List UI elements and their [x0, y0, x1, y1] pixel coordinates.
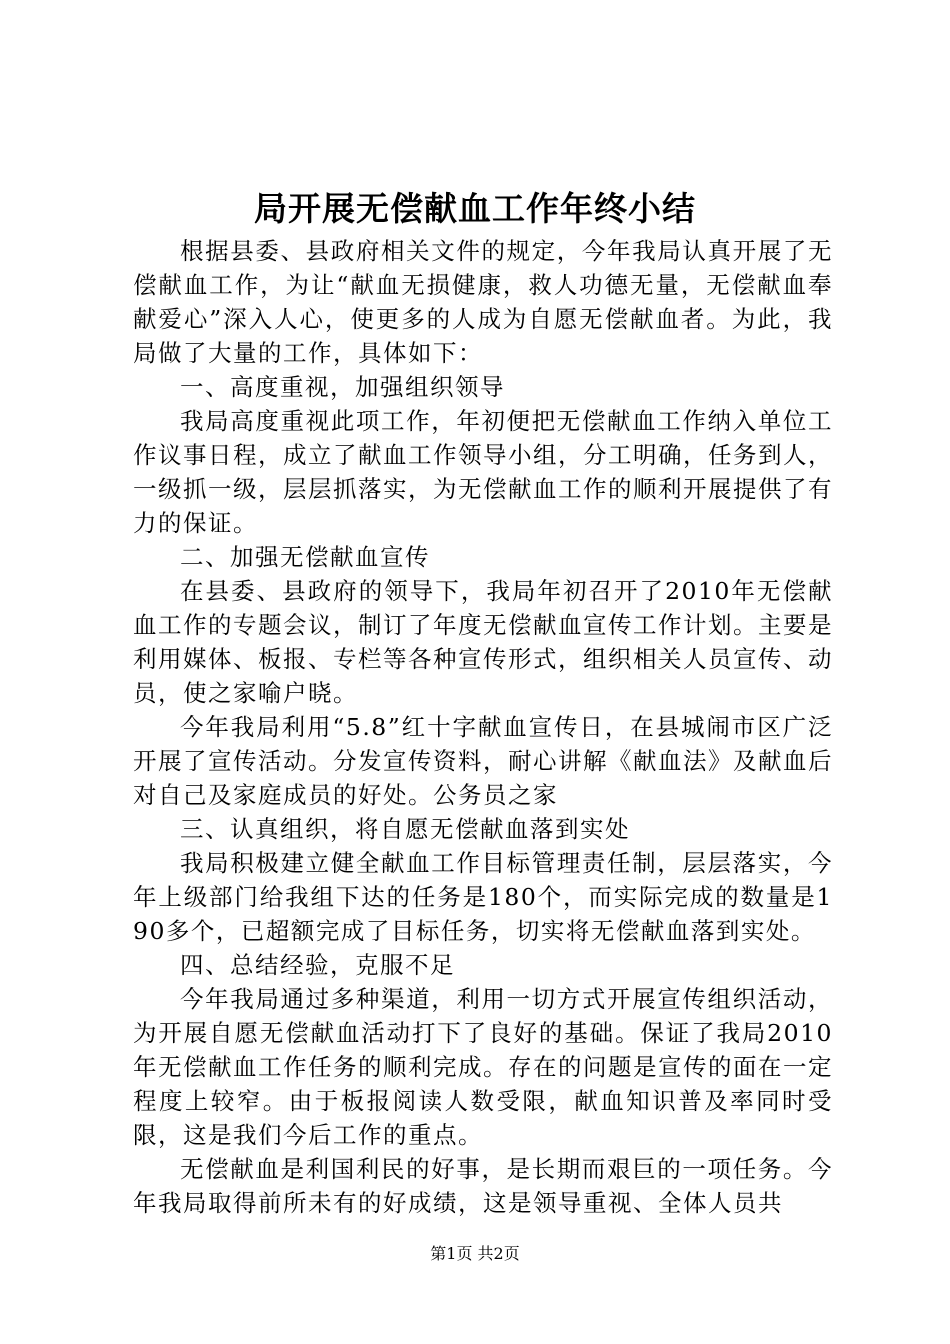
paragraph: 在县委、县政府的领导下，我局年初召开了2010年无偿献血工作的专题会议，制订了年度无偿献血宣传工作计划。主要是利用媒体、板报、专栏等各种宣传形式，组织相关人员宣传、动员，使之家喻户晓。 [133, 577, 833, 707]
paragraph: 根据县委、县政府相关文件的规定，今年我局认真开展了无偿献血工作，为让“献血无损健康，救人功德无量，无偿献血奉献爱心”深入人心，使更多的人成为自愿无偿献血者。为此，我局做了大量的工作，具体如下： [133, 237, 833, 367]
document-body [133, 234, 833, 1220]
paragraph: 无偿献血是利国利民的好事，是长期而艰巨的一项任务。今年我局取得前所未有的好成绩，这是领导重视、全体人员共 [133, 1155, 833, 1217]
paragraph: 今年我局通过多种渠道，利用一切方式开展宣传组织活动，为开展自愿无偿献血活动打下了良好的基础。保证了我局2010年无偿献血工作任务的顺利完成。存在的问题是宣传的面在一定程度上较窄。由于板报阅读人数受限，献血知识普及率同时受限，这是我们今后工作的重点。 [133, 985, 833, 1149]
section-heading: 一、高度重视，加强组织领导 [180, 373, 505, 401]
section-heading: 四、总结经验，克服不足 [180, 951, 455, 979]
section-heading: 二、加强无偿献血宣传 [180, 543, 430, 571]
paragraph: 今年我局利用“5.8”红十字献血宣传日，在县城闹市区广泛开展了宣传活动。分发宣传资料，耐心讲解《献血法》及献血后对自己及家庭成员的好处。公务员之家 [133, 713, 833, 809]
page-footer: 第1页 共2页 [430, 1244, 520, 1263]
paragraph: 我局积极建立健全献血工作目标管理责任制，层层落实，今年上级部门给我组下达的任务是180个，而实际完成的数量是190多个，已超额完成了目标任务，切实将无偿献血落到实处。 [133, 849, 833, 945]
paragraph: 我局高度重视此项工作，年初便把无偿献血工作纳入单位工作议事日程，成立了献血工作领导小组，分工明确，任务到人，一级抓一级，层层抓落实，为无偿献血工作的顺利开展提供了有力的保证。 [133, 407, 833, 537]
section-heading: 三、认真组织，将自愿无偿献血落到实处 [180, 815, 630, 843]
document-title: 局开展无偿献血工作年终小结 [254, 189, 696, 228]
